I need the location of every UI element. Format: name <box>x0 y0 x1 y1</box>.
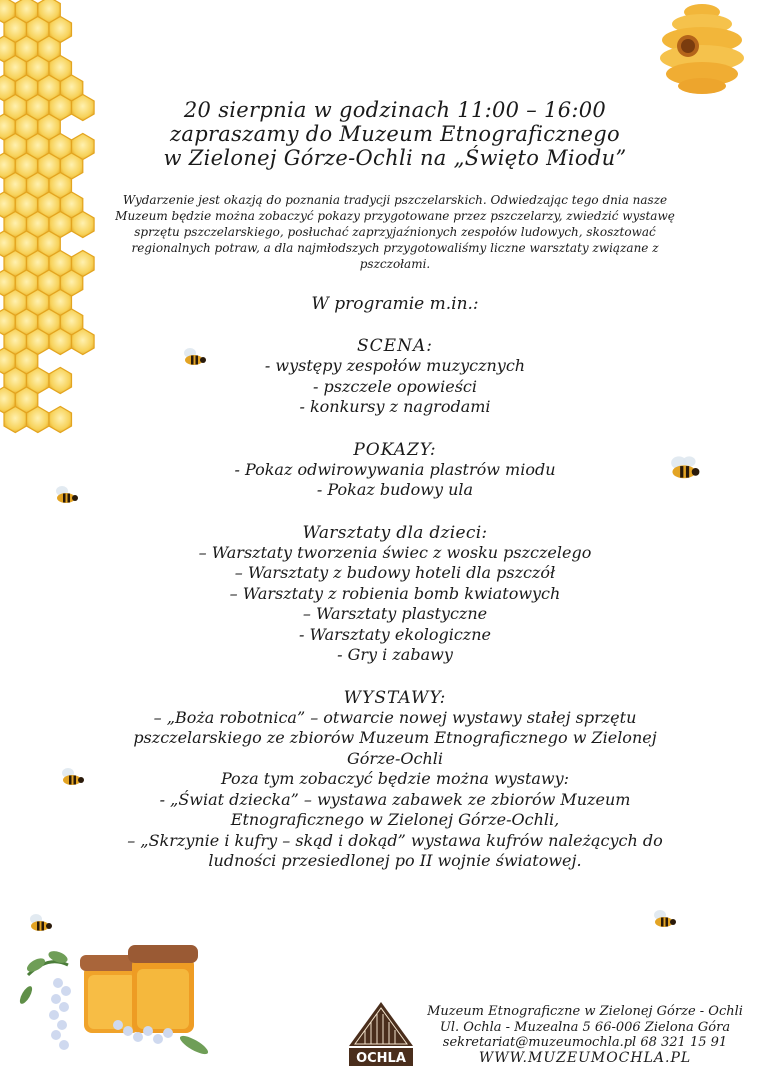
list-item: pszczelarskiego ze zbiorów Muzeum Etnograficznego w Zielonej <box>133 728 657 747</box>
honey-jars-illustration <box>18 935 218 1070</box>
list-item: Górze-Ochli <box>347 748 443 768</box>
list-item: - Pokaz budowy ula <box>316 480 474 499</box>
list-item: – Warsztaty tworzenia świec z wosku pszczelego <box>198 542 592 562</box>
bee-icon <box>58 766 86 788</box>
footer <box>345 1000 764 1075</box>
honeycomb-cell <box>4 407 27 433</box>
website-link[interactable]: WWW.MUZEUMOCHLA.PL <box>478 1049 692 1066</box>
main-content <box>100 98 690 872</box>
bee-icon <box>650 908 678 930</box>
section-heading: SCENA: <box>357 336 433 356</box>
honeycomb-cell <box>72 329 95 355</box>
list-item: ludności przesiedlonej po II wojnie światowej. <box>208 851 582 870</box>
footer-contact <box>415 1004 755 1066</box>
section-wystawy <box>100 688 690 872</box>
list-item: - Pokaz odwirowywania plastrów miodu <box>234 459 556 479</box>
list-item: - występy zespołów muzycznych <box>264 356 526 375</box>
footer-line: Ul. Ochla - Muzealna 5 66-006 Zielona Góra <box>439 1019 731 1035</box>
list-item: – „Skrzynie i kufry – skąd i dokąd” wystawa kufrów należących do <box>127 830 663 850</box>
honeycomb-decoration <box>0 0 110 470</box>
logo-text: OCHLA <box>356 1051 406 1066</box>
footer-line: Muzeum Etnograficzne w Zielonej Górze - Ochli <box>427 1004 743 1019</box>
honeycomb-cell <box>72 212 95 238</box>
list-item: – Warsztaty plastyczne <box>302 604 488 623</box>
list-item: Etnograficznego w Zielonej Górze-Ochli, <box>230 810 560 829</box>
list-item: – Warsztaty z robienia bomb kwiatowych <box>229 583 561 603</box>
honeycomb-cell <box>27 407 50 433</box>
list-item: - pszczele opowieści <box>313 376 477 396</box>
list-item: - Gry i zabawy <box>337 645 453 664</box>
title-line: zapraszamy do Muzeum Etnograficznego <box>170 122 620 146</box>
program-heading: W programie m.in.: <box>311 294 479 314</box>
title-line: w Zielonej Górze-Ochli na „Święto Miodu” <box>163 146 627 170</box>
bee-icon <box>52 484 80 506</box>
list-item: - konkursy z nagrodami <box>299 397 491 416</box>
list-item: - Warsztaty ekologiczne <box>299 624 491 644</box>
honeycomb-cell <box>72 95 95 121</box>
section-heading: WYSTAWY: <box>343 687 447 708</box>
honeycomb-cell <box>49 368 72 394</box>
honeycomb-cell <box>49 407 72 433</box>
list-item: - „Świat dziecka” – wystawa zabawek ze zbiorów Muzeum <box>159 789 631 809</box>
title-line: 20 sierpnia w godzinach 11:00 – 16:00 <box>183 98 607 122</box>
list-item: – Warsztaty z budowy hoteli dla pszczół <box>234 563 556 582</box>
list-item: Poza tym zobaczyć będzie można wystawy: <box>220 769 570 788</box>
event-description: Wydarzenie jest okazją do poznania tradycji pszczelarskich. Odwiedzając tego dnia nasze Muzeum będzie można zobaczyć pokazy przygotowane przez pszczelarzy, zwiedzić wystawę sprzętu pszczelarskiego, posłuchać zaprzyjaźnionych zespołów ludowych, skosztować regionalnych potraw, a dla najmłodszych przygotowaliśmy liczne warsztaty związane z pszczołami. <box>115 193 675 271</box>
section-heading: Warsztaty dla dzieci: <box>302 522 488 543</box>
bee-icon <box>26 912 54 934</box>
section-scena <box>100 336 690 418</box>
section-pokazy <box>100 440 690 501</box>
section-heading: POKAZY: <box>353 439 437 460</box>
museum-logo <box>345 1000 417 1070</box>
list-item: – „Boża robotnica” – otwarcie nowej wystawy stałej sprzętu <box>153 707 637 727</box>
honeycomb-cell <box>49 329 72 355</box>
event-title <box>100 98 690 170</box>
section-warsztaty <box>100 523 690 666</box>
beehive-icon <box>658 0 746 98</box>
footer-line: sekretariat@muzeumochla.pl 68 321 15 91 <box>442 1035 728 1050</box>
